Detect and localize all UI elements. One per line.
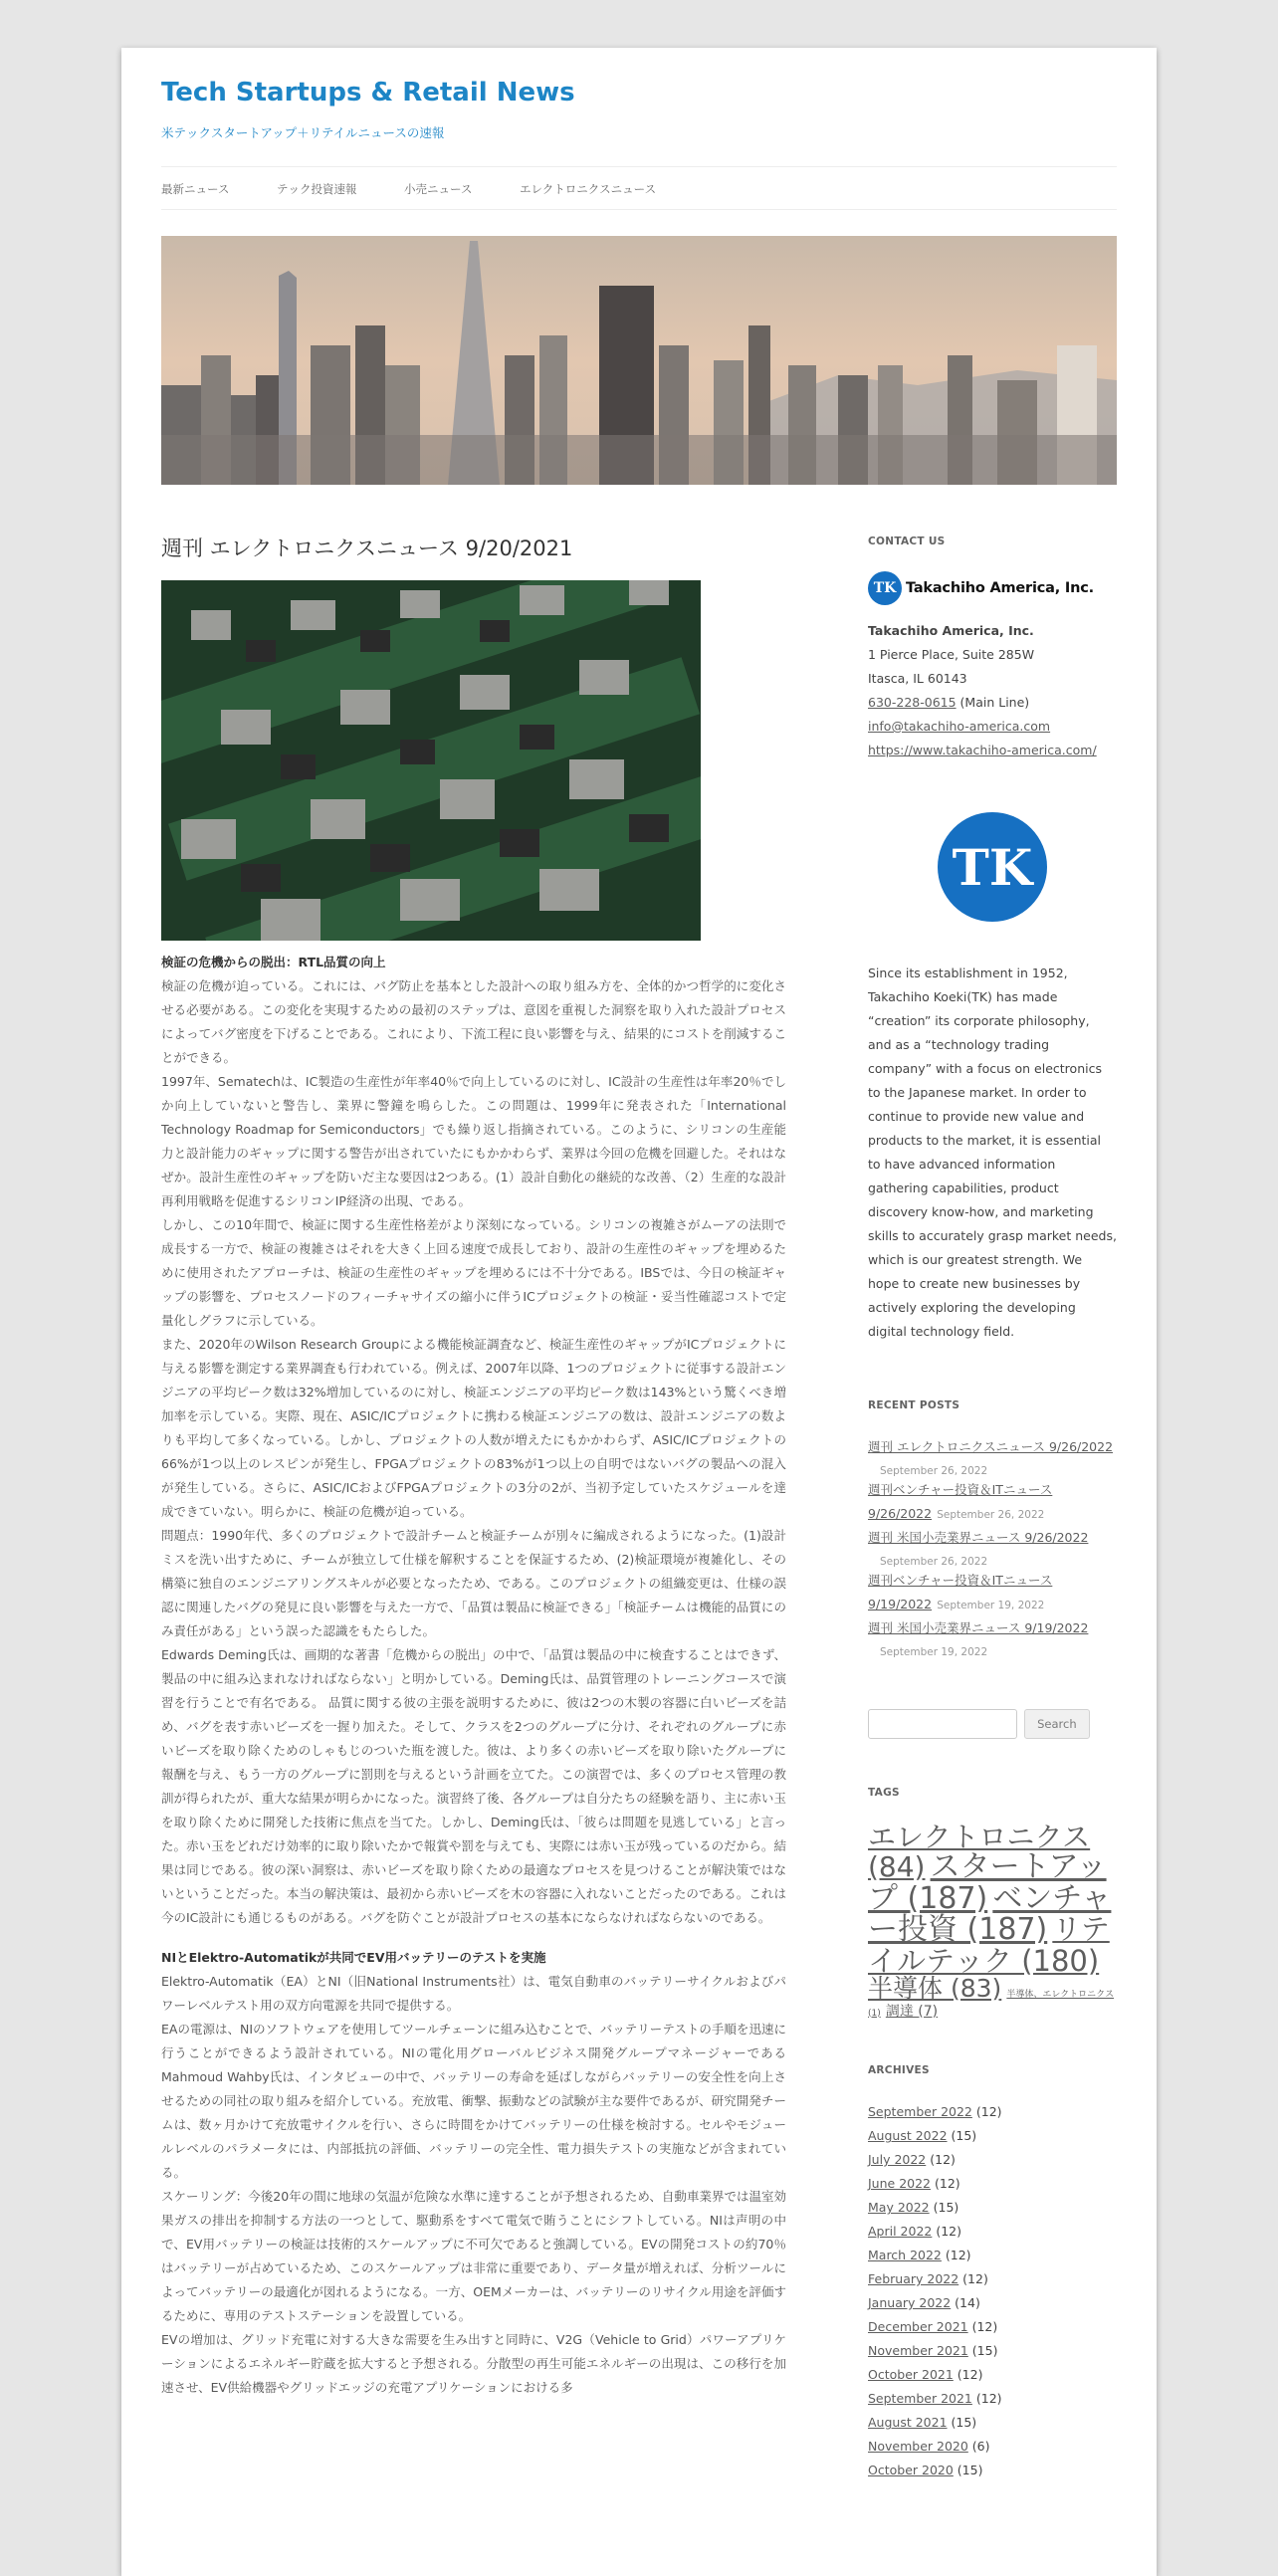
recent-post-item (868, 1435, 1117, 1478)
email-link[interactable]: info@takachiho-america.com (868, 719, 1051, 734)
archive-month-link[interactable]: July 2022 (868, 2152, 927, 2168)
archive-month-link[interactable]: June 2022 (868, 2176, 932, 2192)
archive-item (868, 2124, 1117, 2148)
section-spacer (161, 1930, 786, 1946)
main-content (161, 536, 786, 2400)
archive-item (868, 2220, 1117, 2244)
recent-post-item (868, 1526, 1117, 1569)
archive-item (868, 2172, 1117, 2196)
archive-month-link[interactable]: September 2021 (868, 2391, 972, 2407)
archives-title: ARCHIVES (868, 2064, 930, 2077)
tk-logo-mark: TK (868, 571, 902, 605)
tag-link[interactable]: スタートアップ (187) (868, 1849, 1107, 1916)
recent-post-date: September 19, 2022 (937, 1600, 1045, 1611)
search-widget (868, 1709, 1117, 1739)
article-paragraph: Edwards Deming氏は、画期的な著書「危機からの脱出」の中で、「品質は製品の中に検査することはできず、製品の中に組み込まれなければならない」と明かしている。Deming氏は、品質管理のトレーニングコースで演習を行うことで有名である。 品質に関する彼の主張を説明するために、彼は2つの木製の容器に白いビーズを詰め、バグを表す赤いビーズを一握り加えた。そして、クラスを2つのグループに分け、それぞれのグループに赤いビーズを取り除くためのしゃもじのついた瓶を渡した。彼は、より多くの赤いビーズを取り除いたグループに報酬を与え、もう一方のグループに罰則を与えるという計画を立てた。この演習では、多くのプロセス管理の教訓が得られたが、重大な結果が明らかになった。演習終了後、各グループは自分たちの経験を語り、主に赤い玉を取り除くために開発した技術に焦点を当てた。しかし、Deming氏は、「彼らは問題を見逃している」と言った。赤い玉をどれだけ効率的に取り除いたかで報賞や罰を与えても、実際には赤い玉が残っているのだから。結果は同じである。彼の深い洞察は、赤いビーズを取り除くための最適なプロセスを見つけることが解決策ではないということだった。本当の解決策は、最初から赤いビーズを木の容器に入れないことだったのである。これは今のIC設計にも通じるものがある。バグを防ぐことが設計プロセスの基本にならなければならないのである。 (161, 1647, 786, 1926)
archive-count: (15) (951, 2128, 977, 2144)
tk-big-logo (868, 812, 1117, 922)
archive-count: (14) (955, 2295, 980, 2311)
archive-item (868, 2196, 1117, 2220)
archive-item (868, 2411, 1117, 2435)
article-paragraph: Elektro-Automatik（EA）とNI（旧National Instruments社）は、電気自動車のバッテリーサイクルおよびパワーレベルテスト用の双方向電源を共同で提供する。 (161, 1974, 786, 2014)
article-paragraph: しかし、この10年間で、検証に関する生産性格差がより深刻になっている。シリコンの複雑さがムーアの法則で成長する一方で、検証の複雑さはそれを大きく上回る速度で成長しており、設計の生産性のギャップを埋めるために使用されたアプローチは、検証の生産性のギャップを埋めるには不十分である。IBSでは、今日の検証ギャップの影響を、プロセスノードのフィーチャサイズの縮小に伴うICプロジェクトの検証・妥当性確認コストで定量化しグラフに示している。 (161, 1217, 786, 1329)
main-navigation (161, 166, 1117, 210)
tag-cloud (868, 1823, 1117, 2019)
nav-retail-news[interactable]: 小売ニュース (404, 182, 473, 196)
article-paragraph: EAの電源は、NIのソフトウェアを使用してツールチェーンに組み込むことで、バッテリーテストの手順を迅速に行うことができるよう設計されている。NIの電化用グローバルビジネス開発グループマネージャーであるMahmoud Wahby氏は、インタビューの中で、バッテリーの寿命を延ばしながらバッテリーの安全性を向上させるための同社の取り組みを紹介している。充放電、衝撃、振動などの試験が主な要件であるが、研究開発チームは、数ヶ月かけて充放電サイクルを行い、さらに時間をかけてバッテリーの仕様を検討する。セルやモジュールレベルのパラメータには、内部抵抗の評価、バッテリーの完全性、電力損失テストの実施などが含まれている。 (161, 2022, 786, 2181)
nav-latest-news[interactable]: 最新ニュース (161, 182, 230, 196)
archive-month-link[interactable]: May 2022 (868, 2200, 930, 2216)
page-container (121, 48, 1157, 2576)
archive-item (868, 2387, 1117, 2411)
recent-post-date: September 26, 2022 (880, 1465, 988, 1477)
archive-count: (12) (945, 2248, 971, 2263)
recent-post-link[interactable]: 週刊 米国小売業界ニュース 9/19/2022 (868, 1620, 1089, 1635)
archive-item (868, 2291, 1117, 2315)
archive-count: (15) (971, 2343, 998, 2359)
archive-item (868, 2315, 1117, 2339)
recent-posts-widget (868, 1399, 1117, 1659)
search-button[interactable]: Search (1024, 1709, 1090, 1739)
tag-link[interactable]: 調達 (7) (885, 2003, 939, 2020)
archive-count: (12) (962, 2271, 988, 2287)
recent-post-item (868, 1569, 1117, 1616)
site-title[interactable]: Tech Startups & Retail News (161, 78, 575, 107)
archive-month-link[interactable]: November 2021 (868, 2343, 968, 2359)
archive-month-link[interactable]: October 2020 (868, 2463, 954, 2478)
phone-row (868, 691, 1117, 715)
archive-count: (15) (933, 2200, 959, 2216)
archive-item (868, 2148, 1117, 2172)
sidebar (868, 536, 1117, 2482)
archive-item (868, 2435, 1117, 2459)
archive-item (868, 2244, 1117, 2267)
archives-widget (868, 2064, 1117, 2482)
nav-tech-investment[interactable]: テック投資速報 (277, 182, 357, 196)
recent-post-date: September 19, 2022 (880, 1646, 988, 1658)
phone-note: (Main Line) (959, 695, 1030, 710)
recent-post-link[interactable]: 週刊ベンチャー投資＆ITニュース 9/26/2022 (868, 1482, 1053, 1521)
site-description: 米テックスタートアップ＋リテイルニュースの速報 (161, 125, 445, 140)
article-paragraph: EVの増加は、グリッド充電に対する大きな需要を生み出すと同時に、V2G（Vehicle to Grid）パワーアプリケーションによるエネルギー貯蔵を拡大すると予想される。分散型の再生可能エネルギーの出現は、この移行を加速させ、EV供給機器やグリッドエッジの充電アプリケーションにおける多 (161, 2332, 786, 2396)
archive-count: (12) (971, 2319, 998, 2335)
recent-post-item (868, 1478, 1117, 1526)
recent-posts-title: RECENT POSTS (868, 1399, 960, 1411)
archive-count: (12) (957, 2367, 983, 2383)
company-name: Takachiho America, Inc. (868, 623, 1034, 638)
archive-month-link[interactable]: September 2022 (868, 2104, 972, 2120)
circuit-board-image (161, 580, 701, 941)
archive-month-link[interactable]: October 2021 (868, 2367, 954, 2383)
tag-link[interactable]: 半導体 (83) (868, 1974, 1002, 2004)
contact-widget-title: CONTACT US (868, 536, 946, 547)
tags-widget (868, 1787, 1117, 2019)
search-input[interactable] (868, 1709, 1017, 1739)
tag-link[interactable]: 半導体、エレクトロニクス (1) (868, 1990, 1115, 2019)
recent-post-link[interactable]: 週刊 エレクトロニクスニュース 9/26/2022 (868, 1439, 1114, 1454)
article-paragraph: また、2020年のWilson Research Groupによる機能検証調査など、検証生産性のギャップがICプロジェクトに与える影響を測定する業界調査も行われている。例えば、2007年以降、1つのプロジェクトに従事する設計エンジニアの平均ピーク数は32%増加しているのに対し、検証エンジニアの平均ピーク数は143%という驚くべき増加率を示している。実際、現在、ASIC/ICプロジェクトに携わる検証エンジニアの数は、設計エンジニアの数よりも平均して多くなっている。しかし、プロジェクトの人数が増えたにもかかわらず、ASIC/ICプロジェクトの66%が1つ以上のレスピンが発生し、FPGAプロジェクトの83%が1つ以上の自明ではないバグの製品への混入が発生している。さらに、ASIC/ICおよびFPGAプロジェクトの3分の2が、当初予定していたスケジュールを達成できていない。明らかに、検証の危機が迫っている。 (161, 1337, 786, 1520)
archive-count: (15) (951, 2415, 977, 2431)
company-about: Since its establishment in 1952, Takachiho Koeki(TK) has made “creation” its corporate philosophy, and as a “technology trading company” with a focus on electronics to the Japanese market. In order to continue to provide new value and products to the market, it is essential to have advanced information gathering capabilities, product discovery know-how, and marketing skills to accurately grasp market needs, which is our greatest strength. We hope to create new businesses by actively exploring the developing digital technology field. (868, 966, 1117, 1339)
tk-big-logo-mark: TK (938, 812, 1047, 922)
section-heading: 検証の危機からの脱出：RTL品質の向上 (161, 955, 386, 970)
archive-month-link[interactable]: November 2020 (868, 2439, 968, 2455)
header-city-skyline-image (161, 236, 1117, 485)
archive-count: (12) (975, 2104, 1002, 2120)
archive-count: (6) (971, 2439, 990, 2455)
tag-link[interactable]: リテイルテック (180) (868, 1912, 1110, 1978)
nav-electronics-news[interactable]: エレクトロニクスニュース (520, 182, 657, 196)
article-paragraph: 1997年、Sematechは、IC製造の生産性が年率40％で向上しているのに対し、IC設計の生産性は年率20％でしか向上していないと警告し、業界に警鐘を鳴らした。この問題は、1999年に発表された「International Technology Roadmap for Semiconductors」でも繰り返し指摘されている。このように、シリコンの生産能力と設計能力のギャップに関する警告が出されていたにもかかわらず、業界は今回の危機を回避した。それはなぜか。設計生産性のギャップを防いだ主な要因は2つある。(1）設計自動化の継続的な改善、（2）生産的な設計再利用戦略を促進するシリコンIP経済の出現、である。 (161, 1074, 786, 1209)
address-line-1: 1 Pierce Place, Suite 285W (868, 647, 1035, 662)
archive-month-link[interactable]: March 2022 (868, 2248, 942, 2263)
archive-item (868, 2459, 1117, 2482)
post-title: 週刊 エレクトロニクスニュース 9/20/2021 (161, 537, 573, 560)
archive-count: (15) (957, 2463, 983, 2478)
website-link[interactable]: https://www.takachiho-america.com/ (868, 743, 1097, 757)
archive-month-link[interactable]: August 2021 (868, 2415, 948, 2431)
archive-count: (12) (935, 2176, 960, 2192)
archive-month-link[interactable]: December 2021 (868, 2319, 968, 2335)
archive-item (868, 2100, 1117, 2124)
archive-list (868, 2100, 1117, 2482)
recent-post-date: September 26, 2022 (880, 1556, 988, 1568)
recent-post-link[interactable]: 週刊ベンチャー投資＆ITニュース 9/19/2022 (868, 1573, 1053, 1611)
section-heading: NIとElektro-Automatikが共同でEV用バッテリーのテストを実施 (161, 1950, 546, 1966)
article-paragraph: 問題点：1990年代、多くのプロジェクトで設計チームと検証チームが別々に編成されるようになった。(1)設計ミスを洗い出すために、チームが独立して仕様を解釈することを保証するため、(2)検証環境が複雑化し、その構築に独自のエンジニアリングスキルが必要となったため、である。このプロジェクトの組織変更は、仕様の誤認に関連したバグの発見に良い影響を与えた一方で、「品質は製品に検証できる」「検証チームは機能的品質にのみ責任がある」という誤った認識をもたらした。 (161, 1528, 786, 1639)
phone-link[interactable]: 630-228-0615 (868, 695, 957, 710)
archive-month-link[interactable]: April 2022 (868, 2224, 933, 2240)
archive-count: (12) (930, 2152, 956, 2168)
logo-wordmark: Takachiho America, Inc. (906, 580, 1094, 596)
archive-item (868, 2339, 1117, 2363)
recent-post-link[interactable]: 週刊 米国小売業界ニュース 9/26/2022 (868, 1530, 1089, 1545)
archive-month-link[interactable]: February 2022 (868, 2271, 959, 2287)
archive-count: (12) (936, 2224, 962, 2240)
article-paragraph: スケーリング：今後20年の間に地球の気温が危険な水準に達することが予想されるため、自動車業界では温室効果ガスの排出を抑制する方法の一つとして、駆動系をすべて電気で賄うことにシフトしている。NIは声明の中で、EV用バッテリーの検証は技術的スケールアップに不可欠であると強調している。EVの開発コストの約70％はバッテリーが占めているため、このスケールアップは非常に重要であり、データ量が増えれば、分析ツールによってバッテリーの最適化が図れるようになる。一方、OEMメーカーは、バッテリーのリサイクル用途を評価するために、専用のテストステーションを設置している。 (161, 2189, 786, 2324)
archive-item (868, 2363, 1117, 2387)
tag-link[interactable]: エレクトロニクス (84) (868, 1821, 1091, 1884)
archive-count: (12) (975, 2391, 1002, 2407)
archive-month-link[interactable]: August 2022 (868, 2128, 948, 2144)
archive-item (868, 2267, 1117, 2291)
article-paragraph: 検証の危機が迫っている。これには、バグ防止を基本とした設計への取り組み方を、全体的かつ哲学的に変化させる必要がある。この変化を実現するための最初のステップは、意図を重視した洞察を取り入れた設計プロセスによってバグ密度を下げることである。これにより、下流工程に良い影響を与え、結果的にコストを削減することができる。 (161, 978, 786, 1066)
address-line-2: Itasca, IL 60143 (868, 671, 967, 686)
recent-post-date: September 26, 2022 (937, 1509, 1045, 1521)
archive-month-link[interactable]: January 2022 (868, 2295, 952, 2311)
contact-widget (868, 536, 1117, 1344)
recent-post-item (868, 1616, 1117, 1659)
tags-title: TAGS (868, 1787, 900, 1799)
company-logo (868, 571, 1117, 605)
tag-link[interactable]: ベンチャー投資 (187) (868, 1880, 1112, 1948)
